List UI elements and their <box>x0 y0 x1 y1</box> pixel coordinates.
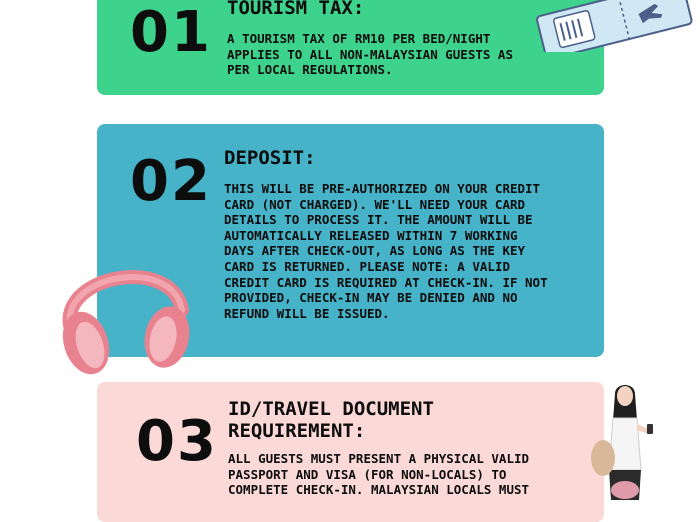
section-title: ID/TRAVEL DOCUMENT REQUIREMENT: <box>228 398 434 442</box>
airplane-ticket-icon <box>530 0 700 52</box>
section-body: ALL GUESTS MUST PRESENT A PHYSICAL VALID PASSPORT AND VISA (FOR NON-LOCALS) TO COMPLETE CHECK-IN. MALAYSIAN LOCALS MUST <box>228 451 530 498</box>
traveler-woman-icon <box>585 380 665 500</box>
section-number: 03 <box>136 409 218 474</box>
section-title: TOURISM TAX: <box>227 0 365 19</box>
section-body: THIS WILL BE PRE-AUTHORIZED ON YOUR CREDIT CARD (NOT CHARGED). WE'LL NEED YOUR CARD DETAILS TO PROCESS IT. THE AMOUNT WILL BE AUTOMATICALLY RELEASED WITHIN 7 WORKING DAYS AFTER CHECK-OUT, AS LONG AS THE KEY CARD IS RETURNED. PLEASE NOTE: A VALID CREDIT CARD IS REQUIRED AT CHECK-IN. IF NOT PROVIDED, CHECK-IN MAY BE DENIED AND NO REFUND WILL BE ISSUED. <box>224 181 548 321</box>
section-number: 02 <box>130 149 212 214</box>
section-title: DEPOSIT: <box>224 147 316 169</box>
headphones-icon <box>52 255 197 385</box>
section-number: 01 <box>130 0 212 65</box>
section-body: A TOURISM TAX OF RM10 PER BED/NIGHT APPLIES TO ALL NON-MALAYSIAN GUESTS AS PER LOCAL REGULATIONS. <box>227 31 513 78</box>
